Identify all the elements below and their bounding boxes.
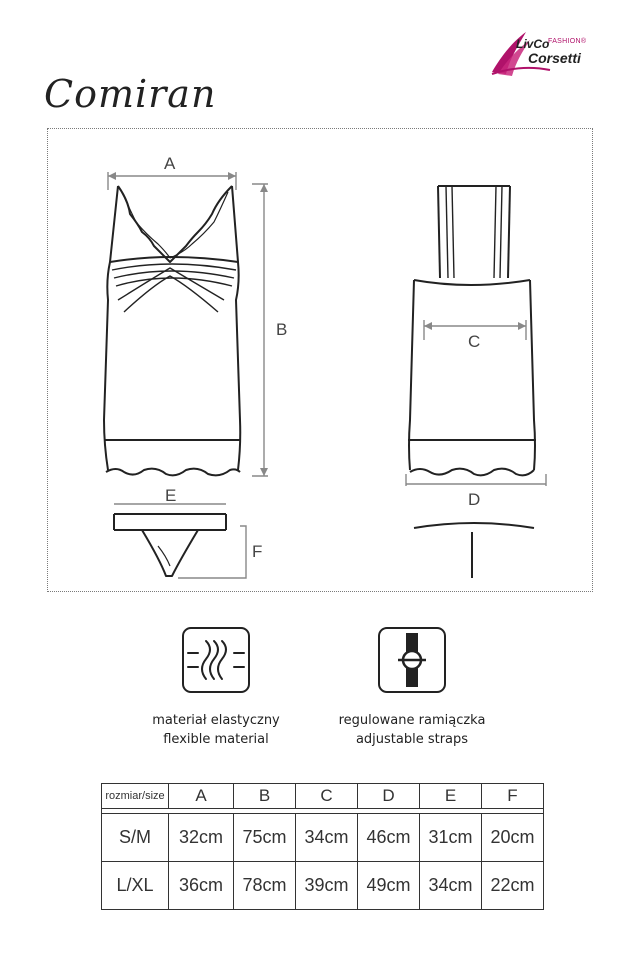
size-cell: L/XL (102, 862, 169, 910)
value-cell: 34cm (420, 862, 482, 910)
column-header-f: F (482, 784, 544, 809)
value-cell: 46cm (358, 814, 420, 862)
value-cell: 49cm (358, 862, 420, 910)
measure-a-label: A (164, 154, 176, 173)
feature-adjustable-straps-pl: regulowane ramiączka (338, 713, 486, 728)
size-header-label: rozmiar/size (102, 784, 169, 809)
measure-f-line (178, 526, 246, 578)
size-table (101, 783, 544, 910)
measure-d-label: D (468, 490, 481, 509)
product-title: Comiran (44, 72, 217, 116)
thong-front-drawing (114, 514, 226, 576)
size-table-header (102, 784, 544, 809)
value-cell: 75cm (234, 814, 296, 862)
strap-buckle-icon (378, 627, 446, 693)
stretch-lines-icon (182, 627, 250, 693)
value-cell: 20cm (482, 814, 544, 862)
column-header-e: E (420, 784, 482, 809)
value-cell: 39cm (296, 862, 358, 910)
value-cell: 36cm (169, 862, 234, 910)
feature-flexible-material (106, 711, 326, 749)
value-cell: 78cm (234, 862, 296, 910)
column-header-c: C (296, 784, 358, 809)
thong-back-drawing (414, 523, 534, 578)
chemise-front-drawing (104, 186, 240, 475)
logo-corsetti-text: Corsetti (528, 50, 581, 66)
value-cell: 32cm (169, 814, 234, 862)
chemise-back-drawing (408, 186, 536, 475)
measure-b-label: B (276, 320, 288, 339)
column-header-d: D (358, 784, 420, 809)
size-cell: S/M (102, 814, 169, 862)
measure-f-label: F (252, 542, 263, 561)
table-row (102, 814, 544, 862)
value-cell: 34cm (296, 814, 358, 862)
measure-c-label: C (468, 332, 481, 351)
logo-fashion-text: FASHION® (548, 38, 587, 45)
feature-flexible-material-pl: materiał elastyczny (152, 713, 280, 728)
feature-flexible-material-en: flexible material (163, 732, 269, 747)
value-cell: 31cm (420, 814, 482, 862)
column-header-b: B (234, 784, 296, 809)
column-header-a: A (169, 784, 234, 809)
value-cell: 22cm (482, 862, 544, 910)
measure-e-label: E (165, 486, 177, 505)
table-row (102, 862, 544, 910)
logo-livco-text: LivCo (516, 37, 550, 51)
feature-adjustable-straps (302, 711, 522, 749)
feature-adjustable-straps-en: adjustable straps (355, 732, 469, 747)
